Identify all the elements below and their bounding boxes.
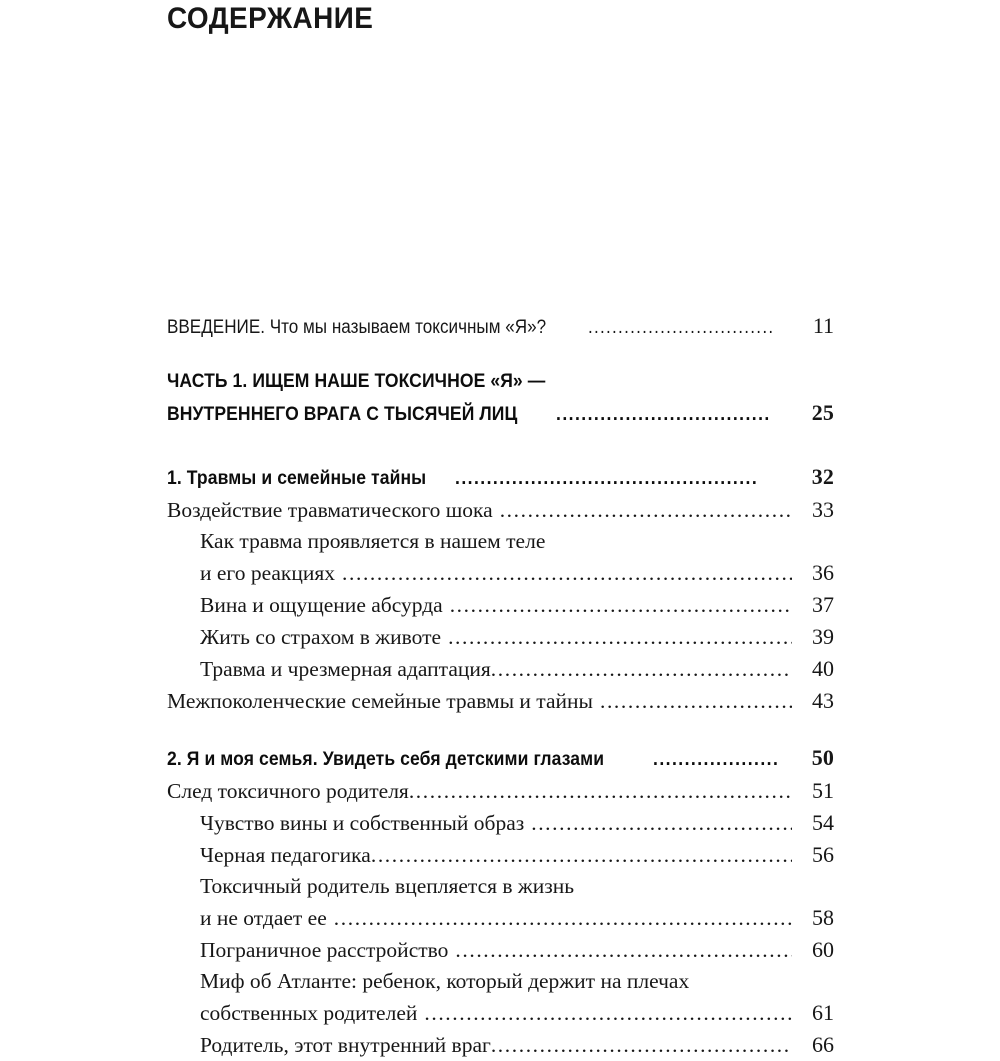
- toc-entry[interactable]: [167, 839, 834, 871]
- toc-entry-label: собственных родителей: [200, 1001, 418, 1025]
- dot-leader: [409, 776, 792, 807]
- toc-entry-label: Родитель, этот внутренний враг: [200, 1033, 491, 1057]
- toc-entry[interactable]: [167, 685, 834, 717]
- toc-entry-line: [167, 685, 834, 717]
- toc-entry[interactable]: [167, 494, 834, 526]
- toc-entry[interactable]: [167, 775, 834, 807]
- toc-page-number: 56: [812, 842, 834, 867]
- toc-entry-line: [167, 839, 834, 871]
- toc-entry-label: Жить со страхом в животе: [200, 625, 442, 649]
- toc-group-chapter-1: [167, 461, 834, 717]
- toc-entry-label: Как травма проявляется в нашем теле: [200, 529, 546, 553]
- toc-entry-line: [167, 1029, 834, 1061]
- toc-entry-line: [167, 557, 834, 589]
- toc-entry-label: ВВЕДЕНИЕ. Что мы называем токсичным «Я»?: [167, 317, 547, 338]
- toc-entry-label: След токсичного родителя: [167, 779, 409, 803]
- toc-entry[interactable]: [167, 653, 834, 685]
- dot-leader: [653, 744, 778, 775]
- toc-entry-line: [167, 621, 834, 653]
- toc-entry[interactable]: [167, 310, 834, 343]
- toc-page-number: 66: [812, 1032, 834, 1057]
- toc-entry-line: [167, 310, 834, 343]
- toc-entry-label: ВНУТРЕННЕГО ВРАГА С ТЫСЯЧЕЙ ЛИЦ: [167, 403, 518, 425]
- dot-leader: [371, 840, 792, 871]
- toc-entry[interactable]: [167, 621, 834, 653]
- toc-entry[interactable]: [167, 461, 834, 494]
- dot-leader: [491, 654, 792, 685]
- toc-page-number: 43: [812, 688, 834, 713]
- toc-page-number: 50: [811, 745, 834, 770]
- toc-group-introduction: [167, 310, 834, 343]
- page-title: СОДЕРЖАНИЕ: [167, 2, 374, 35]
- toc-entry[interactable]: [167, 366, 834, 430]
- dot-leader: [491, 1030, 792, 1061]
- dot-leader: [448, 622, 792, 653]
- toc-entry-label: и не отдает ее: [200, 906, 327, 930]
- toc-entry[interactable]: [167, 966, 834, 1029]
- toc-entry-line: [167, 366, 834, 397]
- toc-page-number: 36: [812, 560, 834, 585]
- toc-page-number: 25: [811, 400, 834, 425]
- toc-entry-label: 2. Я и моя семья. Увидеть себя детскими глазами: [167, 748, 605, 770]
- toc-page-number: 61: [812, 1000, 834, 1025]
- toc-entry[interactable]: [167, 1029, 834, 1061]
- toc-entry-line: [167, 871, 834, 902]
- toc-entry-line: [167, 461, 834, 494]
- toc-entry-line: [167, 807, 834, 839]
- toc-entry-label: и его реакциях: [200, 561, 336, 585]
- toc-page-number: 11: [812, 313, 834, 338]
- toc-entry-label: ЧАСТЬ 1. ИЩЕМ НАШЕ ТОКСИЧНОЕ «Я» —: [167, 370, 546, 392]
- toc-entry-line: [167, 997, 834, 1029]
- dot-leader: [342, 558, 792, 589]
- toc-entry-label: Миф об Атланте: ребенок, который держит на плечах: [200, 969, 690, 993]
- dot-leader: [600, 686, 792, 717]
- toc-entry-label: Травма и чрезмерная адаптация: [200, 657, 491, 681]
- toc-entry-label: Межпоколенческие семейные травмы и тайны: [167, 689, 593, 713]
- dot-leader: [455, 463, 758, 494]
- dot-leader: [500, 495, 792, 526]
- toc-entry-label: Вина и ощущение абсурда: [200, 593, 443, 617]
- toc-entry[interactable]: [167, 742, 834, 775]
- toc-entry[interactable]: [167, 871, 834, 934]
- toc-page-number: 32: [811, 464, 834, 489]
- toc-page-number: 51: [812, 778, 834, 803]
- toc-page-number: 60: [812, 937, 834, 962]
- toc-entry-line: [167, 742, 834, 775]
- dot-leader: [450, 590, 792, 621]
- toc-group-chapter-2: [167, 742, 834, 1061]
- toc-group-part-1: [167, 366, 834, 430]
- dot-leader: [424, 998, 792, 1029]
- toc-page-number: 58: [812, 905, 834, 930]
- dot-leader: [531, 808, 792, 839]
- toc-page-number: 54: [812, 810, 834, 835]
- toc-page-number: 37: [812, 592, 834, 617]
- toc-entry-line: [167, 526, 834, 557]
- toc-entry[interactable]: [167, 934, 834, 966]
- toc-entry-line: [167, 902, 834, 934]
- toc-page-number: 40: [812, 656, 834, 681]
- toc-entry-label: Токсичный родитель вцепляется в жизнь: [200, 874, 575, 898]
- toc-entry-line: [167, 494, 834, 526]
- dot-leader: [455, 935, 792, 966]
- toc-entry-label: Чувство вины и собственный образ: [200, 811, 525, 835]
- toc-entry[interactable]: [167, 589, 834, 621]
- toc-entry[interactable]: [167, 526, 834, 589]
- dot-leader: [588, 312, 771, 343]
- toc-page-number: 33: [812, 497, 834, 522]
- toc-entry-label: Воздействие травматического шока: [167, 498, 493, 522]
- dot-leader: [334, 903, 792, 934]
- toc-entry-line: [167, 397, 834, 430]
- toc-entry-line: [167, 775, 834, 807]
- toc-entry-label: 1. Травмы и семейные тайны: [167, 467, 427, 489]
- dot-leader: [556, 399, 768, 430]
- toc-entry-line: [167, 966, 834, 997]
- toc-entry-line: [167, 934, 834, 966]
- table-of-contents: [167, 310, 834, 1061]
- toc-page-number: 39: [812, 624, 834, 649]
- toc-entry[interactable]: [167, 807, 834, 839]
- toc-entry-line: [167, 589, 834, 621]
- toc-entry-label: Пограничное расстройство: [200, 938, 449, 962]
- toc-entry-line: [167, 653, 834, 685]
- toc-entry-label: Черная педагогика: [200, 843, 371, 867]
